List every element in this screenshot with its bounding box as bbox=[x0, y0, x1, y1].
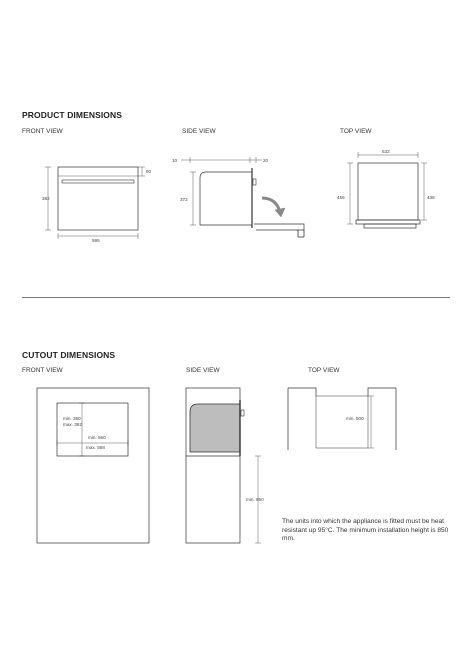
dim-cutout-width-max: max. 568 bbox=[86, 445, 105, 450]
dim-front-height: 382 bbox=[42, 196, 50, 201]
cutout-front-view-label: FRONT VIEW bbox=[22, 367, 63, 374]
oven-side-body bbox=[200, 172, 252, 225]
dim-top-left: 456 bbox=[337, 195, 345, 200]
dim-cutout-top-depth: min. 500 bbox=[346, 416, 364, 421]
cutout-side-view-drawing bbox=[186, 388, 261, 543]
dim-top-right: 436 bbox=[427, 195, 435, 200]
dim-side-right: 20 bbox=[263, 158, 269, 163]
installed-oven-shape bbox=[190, 404, 240, 452]
cutout-top-view-drawing bbox=[288, 388, 396, 450]
product-side-view-drawing bbox=[181, 157, 304, 237]
dim-cutout-height-min: min. 380 bbox=[63, 416, 81, 421]
product-front-view-drawing bbox=[45, 167, 145, 239]
open-door bbox=[254, 224, 304, 230]
dim-side-height: 372 bbox=[180, 197, 188, 202]
product-top-view-drawing bbox=[347, 152, 427, 228]
product-top-view-label: TOP VIEW bbox=[340, 128, 372, 135]
product-dimensions-title: PRODUCT DIMENSIONS bbox=[22, 110, 123, 120]
oven-top-outline bbox=[358, 163, 418, 220]
dim-front-panel: 80 bbox=[146, 169, 152, 174]
cabinet-front-outline bbox=[37, 388, 149, 543]
dim-cutout-width-min: min. 560 bbox=[88, 435, 106, 440]
dim-side-left: 10 bbox=[172, 158, 178, 163]
cutout-top-view-label: TOP VIEW bbox=[308, 367, 340, 374]
product-side-view-label: SIDE VIEW bbox=[182, 128, 216, 135]
dim-top-width: 532 bbox=[382, 149, 390, 154]
cutout-front-view-drawing bbox=[37, 388, 149, 543]
oven-front-outline bbox=[58, 167, 138, 230]
installation-note: The units into which the appliance is fitted must be heat resistant up 95°C. The minimum installation height is 850 mm. bbox=[282, 518, 449, 543]
dim-front-width: 595 bbox=[92, 238, 100, 243]
oven-handle bbox=[62, 180, 134, 183]
cutout-dimensions-title: CUTOUT DIMENSIONS bbox=[22, 350, 116, 360]
product-front-view-label: FRONT VIEW bbox=[22, 128, 63, 135]
cutout-side-view-label: SIDE VIEW bbox=[186, 367, 220, 374]
dim-cutout-side-height: min. 850 bbox=[246, 497, 264, 502]
cabinet-top-outline bbox=[288, 388, 396, 450]
dim-cutout-height-max: max. 382 bbox=[63, 422, 82, 427]
